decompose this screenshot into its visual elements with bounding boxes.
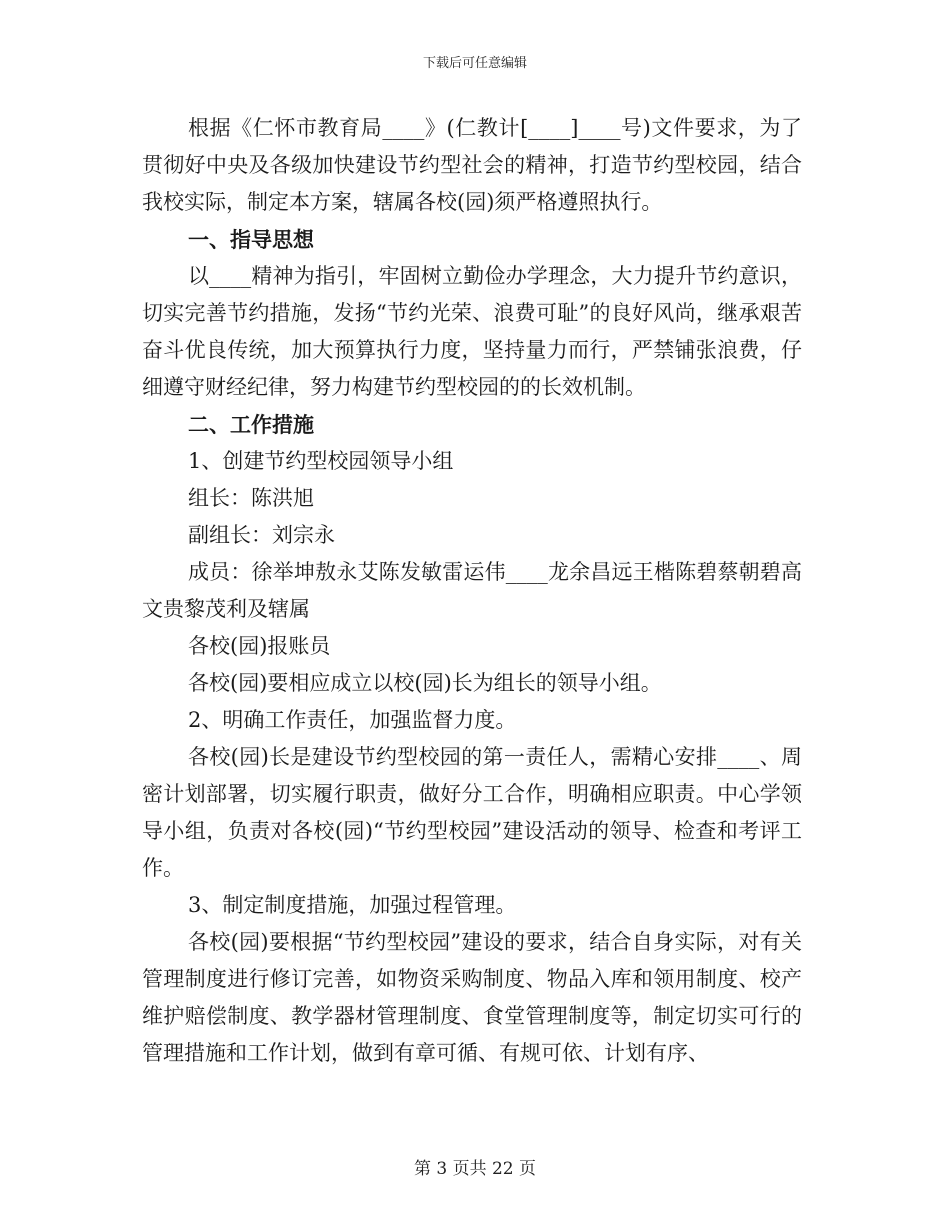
accountants-line: 各校(园)报账员 bbox=[188, 634, 331, 658]
document-body bbox=[142, 110, 802, 1072]
section-heading-guiding-thought: 一、指导思想 bbox=[188, 227, 314, 252]
system-paragraph: 各校(园)要根据“节约型校园”建设的要求，结合自身实际，对有关管理制度进行修订完善，如物资采购制度、物品入库和领用制度、校产维护赔偿制度、教学器材管理制度、食堂管理制度等，制定切实可行的管理措施和工作计划，做到有章可循、有规可依、计划有序、 bbox=[142, 930, 802, 1065]
guiding-thought-paragraph: 以____精神为指引，牢固树立勤俭办学理念，大力提升节约意识，切实完善节约措施，发扬“节约光荣、浪费可耻”的良好风尚，继承艰苦奋斗优良传统，加大预算执行力度，坚持量力而行，严禁铺张浪费，仔细遵守财经纪律，努力构建节约型校园的的长效机制。 bbox=[142, 264, 802, 399]
group-leader: 组长：陈洪旭 bbox=[188, 486, 314, 510]
item-3-heading: 3、制定制度措施，加强过程管理。 bbox=[188, 893, 517, 917]
sub-groups-line: 各校(园)要相应成立以校(园)长为组长的领导小组。 bbox=[188, 671, 662, 695]
page-footer: 第 3 页共 22 页 bbox=[413, 1159, 537, 1179]
item-2-heading: 2、明确工作责任，加强监督力度。 bbox=[188, 708, 517, 732]
page-header: 下载后可任意编辑 bbox=[422, 56, 527, 71]
responsibility-paragraph: 各校(园)长是建设节约型校园的第一责任人，需精心安排____、周密计划部署，切实履行职责，做好分工合作，明确相应职责。中心学领导小组，负责对各校(园)“节约型校园”建设活动的领导、检查和考评工作。 bbox=[142, 745, 802, 880]
section-heading-work-measures: 二、工作措施 bbox=[188, 412, 314, 437]
group-members: 成员：徐举坤敖永艾陈发敏雷运伟____龙余昌远王楷陈碧蔡朝碧高文贵黎茂利及辖属 bbox=[142, 560, 802, 621]
vice-group-leader: 副组长：刘宗永 bbox=[188, 523, 335, 547]
intro-paragraph: 根据《仁怀市教育局____》(仁教计[____]____号)文件要求，为了贯彻好中央及各级加快建设节约型社会的精神，打造节约型校园，结合我校实际，制定本方案，辖属各校(园)须严格遵照执行。 bbox=[142, 116, 802, 214]
item-1-heading: 1、创建节约型校园领导小组 bbox=[188, 449, 454, 473]
